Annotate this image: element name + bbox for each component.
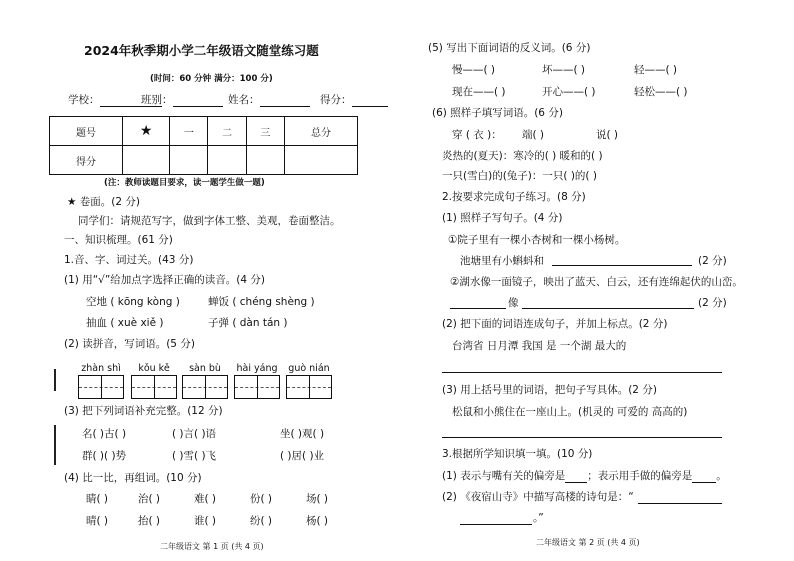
question-1-3: (3) 把下列词语补充完整。(12 分) xyxy=(64,405,223,417)
compare-item[interactable]: 晴( ) xyxy=(86,515,109,527)
question-3-2: (2) 《夜宿山寺》中描写高楼的诗句是：“ xyxy=(442,491,634,503)
class-field[interactable]: 班别： xyxy=(141,94,223,107)
neatness-instruction: 同学们：请规范写字，做到字体工整、美观，卷面整洁。 xyxy=(78,215,341,227)
idiom-fill[interactable]: 坐( )观( ) xyxy=(280,428,325,440)
score-row-label: 得分 xyxy=(50,146,123,175)
answer-line[interactable] xyxy=(450,308,506,309)
compare-item[interactable]: 份( ) xyxy=(250,493,273,505)
idiom-fill[interactable]: ( )言( )语 xyxy=(172,428,217,440)
compare-item[interactable]: 纷( ) xyxy=(250,515,273,527)
example-item[interactable]: 说( ) xyxy=(596,129,619,141)
question-3-heading: 3.根据所学知识填一填。(10 分) xyxy=(442,448,593,460)
binding-mark xyxy=(54,369,56,391)
question-1-2: (2) 读拼音，写词语。(5 分) xyxy=(64,338,195,350)
score-header-cell: 三 xyxy=(246,117,284,146)
compare-item[interactable]: 治( ) xyxy=(138,493,161,505)
question-3-1[interactable]: (1) 表示与嘴有关的偏旁是 ；表示用手做的偏旁是 。 xyxy=(442,470,727,482)
score-cell[interactable] xyxy=(123,146,170,175)
question-2-1: (1) 照样子写句子。(4 分) xyxy=(442,212,563,224)
pronunciation-item[interactable]: 蝉饭 ( chéng shèng ) xyxy=(208,296,315,308)
name-field[interactable]: 姓名： xyxy=(228,94,310,107)
question-1-5: (5) 写出下面词语的反义词。(6 分) xyxy=(428,42,591,54)
teacher-note: (注：教师读题目要求，读一题学生做一题) xyxy=(104,178,265,188)
exam-title: 2024年秋季期小学二年级语文随堂练习题 xyxy=(84,43,319,58)
score-cell[interactable] xyxy=(170,146,208,175)
answer-line[interactable] xyxy=(460,524,532,525)
compare-item[interactable]: 睛( ) xyxy=(86,493,109,505)
compare-item[interactable]: 杨( ) xyxy=(306,515,329,527)
score-header-cell: ★ xyxy=(123,117,170,146)
score-header-cell: 一 xyxy=(170,117,208,146)
score-cell[interactable] xyxy=(246,146,284,175)
example-item[interactable]: 一只(雪白)的(兔子)：一只( )的( ) xyxy=(442,170,597,182)
idiom-fill[interactable]: 群( )( )势 xyxy=(82,450,127,462)
section-1-heading: 一、知识梳理。(61 分) xyxy=(64,234,173,246)
antonym-item[interactable]: 轻松——( ) xyxy=(634,86,688,98)
score-header-cell: 二 xyxy=(208,117,246,146)
points-label: (2 分) xyxy=(698,297,727,309)
compare-item[interactable]: 抬( ) xyxy=(138,515,161,527)
compare-item[interactable]: 谁( ) xyxy=(194,515,217,527)
pinyin-grid[interactable]: sàn bù xyxy=(180,364,230,400)
page-footer: 二年级语文 第 2 页 (共 4 页) xyxy=(536,538,640,547)
idiom-fill[interactable]: 名( )古( ) xyxy=(82,428,127,440)
writing-box[interactable] xyxy=(78,375,124,399)
idiom-fill[interactable]: ( )雪( )飞 xyxy=(172,450,217,462)
pronunciation-item[interactable]: 子弹 ( dàn tán ) xyxy=(208,317,288,329)
antonym-item[interactable]: 开心——( ) xyxy=(542,86,596,98)
exam-subtitle: (时间：60 分钟 满分：100 分) xyxy=(150,74,273,84)
example-item[interactable]: 炎热的(夏天)：寒冷的( ) 暖和的( ) xyxy=(442,150,603,162)
pinyin-grid[interactable]: guò nián xyxy=(284,364,334,400)
example-sentence-2: ②湖水像一面镜子，映出了蓝天、白云，还有连绵起伏的山峦。 xyxy=(450,276,743,288)
question-1-heading: 1.音、字、词过关。(43 分) xyxy=(64,254,194,266)
example-item[interactable]: 端( ) xyxy=(522,129,545,141)
school-field[interactable]: 学校： xyxy=(68,94,162,107)
question-1-4: (4) 比一比，再组词。(10 分) xyxy=(64,472,202,484)
question-1-1: (1) 用“√”给加点字选择正确的读音。(4 分) xyxy=(64,274,265,286)
score-table xyxy=(49,116,358,175)
question-2-heading: 2.按要求完成句子练习。(8 分) xyxy=(442,191,586,203)
compare-item[interactable]: 场( ) xyxy=(306,493,329,505)
antonym-item[interactable]: 慢——( ) xyxy=(452,64,496,76)
sentence-fill-2: 像 xyxy=(508,297,519,309)
example-item: 穿 ( 衣 )： xyxy=(452,129,502,141)
writing-box[interactable] xyxy=(182,375,228,399)
question-2-3: (3) 用上括号里的词语，把句子写具体。(2 分) xyxy=(442,384,657,396)
word-list-3: 松鼠和小熊住在一座山上。(机灵的 可爱的 高高的) xyxy=(452,406,688,418)
question-1-6: (6) 照样子填写词语。(6 分) xyxy=(432,107,563,119)
writing-box[interactable] xyxy=(131,375,177,399)
question-2-2: (2) 把下面的词语连成句子，并加上标点。(2 分) xyxy=(442,318,668,330)
idiom-fill[interactable]: ( )居( )业 xyxy=(280,450,325,462)
page-2 xyxy=(410,0,794,561)
answer-line[interactable] xyxy=(442,372,722,373)
closing-quote: 。” xyxy=(533,512,544,524)
answer-line[interactable] xyxy=(442,437,722,438)
score-cell[interactable] xyxy=(208,146,246,175)
neatness-item: ★ 卷面。(2 分) xyxy=(67,196,140,208)
pinyin-grid[interactable]: kǒu kě xyxy=(129,364,179,400)
binding-mark xyxy=(54,425,56,465)
score-header-cell: 题号 xyxy=(50,117,123,146)
points-label: (2 分) xyxy=(698,255,727,267)
answer-line[interactable] xyxy=(522,308,694,309)
compare-item[interactable]: 难( ) xyxy=(194,493,217,505)
writing-box[interactable] xyxy=(286,375,332,399)
word-list-2: 台湾省 日月潭 我国 是 一个湖 最大的 xyxy=(452,340,627,352)
sentence-fill-1: 池塘里有小蝌蚪和 xyxy=(460,255,544,267)
example-sentence-1: ①院子里有一棵小杏树和一棵小杨树。 xyxy=(448,234,626,246)
pinyin-grid[interactable]: hài yáng xyxy=(232,364,282,400)
antonym-item[interactable]: 轻——( ) xyxy=(634,64,678,76)
writing-box[interactable] xyxy=(234,375,280,399)
pinyin-grid[interactable]: zhàn shì xyxy=(76,364,126,400)
score-cell[interactable] xyxy=(284,146,357,175)
score-field[interactable]: 得分： xyxy=(320,94,388,107)
pronunciation-item[interactable]: 抽血 ( xuè xiě ) xyxy=(86,317,164,329)
answer-line[interactable] xyxy=(638,503,722,504)
antonym-item[interactable]: 现在——( ) xyxy=(452,86,506,98)
score-header-cell: 总分 xyxy=(284,117,357,146)
antonym-item[interactable]: 坏——( ) xyxy=(542,64,586,76)
answer-line[interactable] xyxy=(552,265,692,266)
pronunciation-item[interactable]: 空地 ( kōng kòng ) xyxy=(86,296,180,308)
page-footer: 二年级语文 第 1 页 (共 4 页) xyxy=(160,542,264,551)
